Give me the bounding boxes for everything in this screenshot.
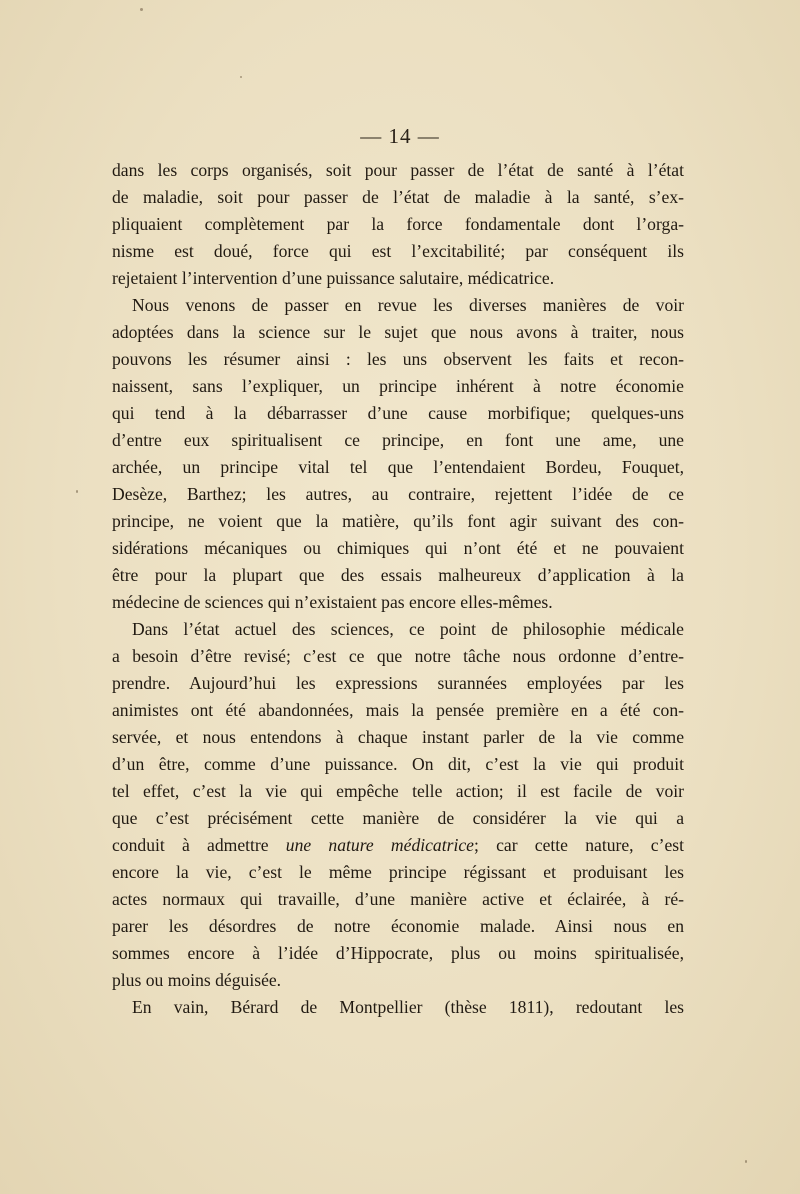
paragraph-start-line: Nous venons de passer en revue les diverses manières de voir [132,295,684,315]
text-line: archée, un principe vital tel que l’entendaient Bordeu, Fouquet, [112,457,684,477]
text-line: adoptées dans la science sur le sujet que nous avons à traiter, nous [112,322,684,342]
page-number: — 14 — [360,124,440,148]
text-line: servée, et nous entendons à chaque instant parler de la vie comme [112,727,684,747]
text-line: encore la vie, c’est le même principe régissant et produisant les [112,862,684,882]
text-line: que c’est précisément cette manière de considérer la vie qui a [112,808,684,828]
text-line: de maladie, soit pour passer de l’état de maladie à la santé, s’ex- [112,187,684,207]
paper-speck [745,1160,747,1163]
paper-speck [76,490,78,493]
text-line: actes normaux qui travaille, d’une manière active et éclairée, à ré- [112,889,684,909]
text-line: a besoin d’être revisé; c’est ce que notre tâche nous ordonne d’entre- [112,646,684,666]
text-line: sommes encore à l’idée d’Hippocrate, plus ou moins spiritualisée, [112,943,684,963]
text-line-with-italic [112,832,684,859]
text-line: nisme est doué, force qui est l’excitabilité; par conséquent ils [112,241,684,261]
text-segment: ; car cette nature, c’est [473,835,685,855]
text-line: plus ou moins déguisée. [112,970,282,990]
text-line: principe, ne voient que la matière, qu’ils font agir suivant des con- [112,511,684,531]
body-text [112,157,684,1021]
text-line: qui tend à la débarrasser d’une cause morbifique; quelques-uns [112,403,684,423]
text-line: médecine de sciences qui n’existaient pas encore elles-mêmes. [112,592,553,612]
text-line: prendre. Aujourd’hui les expressions surannées employées par les [112,673,684,693]
text-line: d’entre eux spiritualisent ce principe, en font une ame, une [112,430,684,450]
paper-speck [140,8,143,11]
paragraph-start-line: En vain, Bérard de Montpellier (thèse 1811), redoutant les [132,997,684,1017]
text-line: sidérations mécaniques ou chimiques qui n’ont été et ne pouvaient [112,538,684,558]
text-line: Desèze, Barthez; les autres, au contraire, rejettent l’idée de ce [112,484,684,504]
paper-speck [240,76,242,78]
text-line: rejetaient l’intervention d’une puissance salutaire, médicatrice. [112,268,555,288]
text-line: dans les corps organisés, soit pour passer de l’état de santé à l’état [112,160,684,180]
italic-phrase: une nature médicatrice [285,835,474,855]
text-line: pliquaient complètement par la force fondamentale dont l’orga- [112,214,684,234]
text-line: parer les désordres de notre économie malade. Ainsi nous en [112,916,684,936]
text-line: pouvons les résumer ainsi : les uns observent les faits et recon- [112,349,684,369]
paragraph-start-line: Dans l’état actuel des sciences, ce point de philosophie médicale [132,619,684,639]
text-line: d’un être, comme d’une puissance. On dit, c’est la vie qui produit [112,754,684,774]
text-segment: conduit à admettre [112,835,286,855]
text-line: être pour la plupart que des essais malheureux d’application à la [112,565,684,585]
text-line: animistes ont été abandonnées, mais la pensée première en a été con- [112,700,684,720]
text-line: naissent, sans l’expliquer, un principe inhérent à notre économie [112,376,684,396]
text-line: tel effet, c’est la vie qui empêche telle action; il est facile de voir [112,781,684,801]
